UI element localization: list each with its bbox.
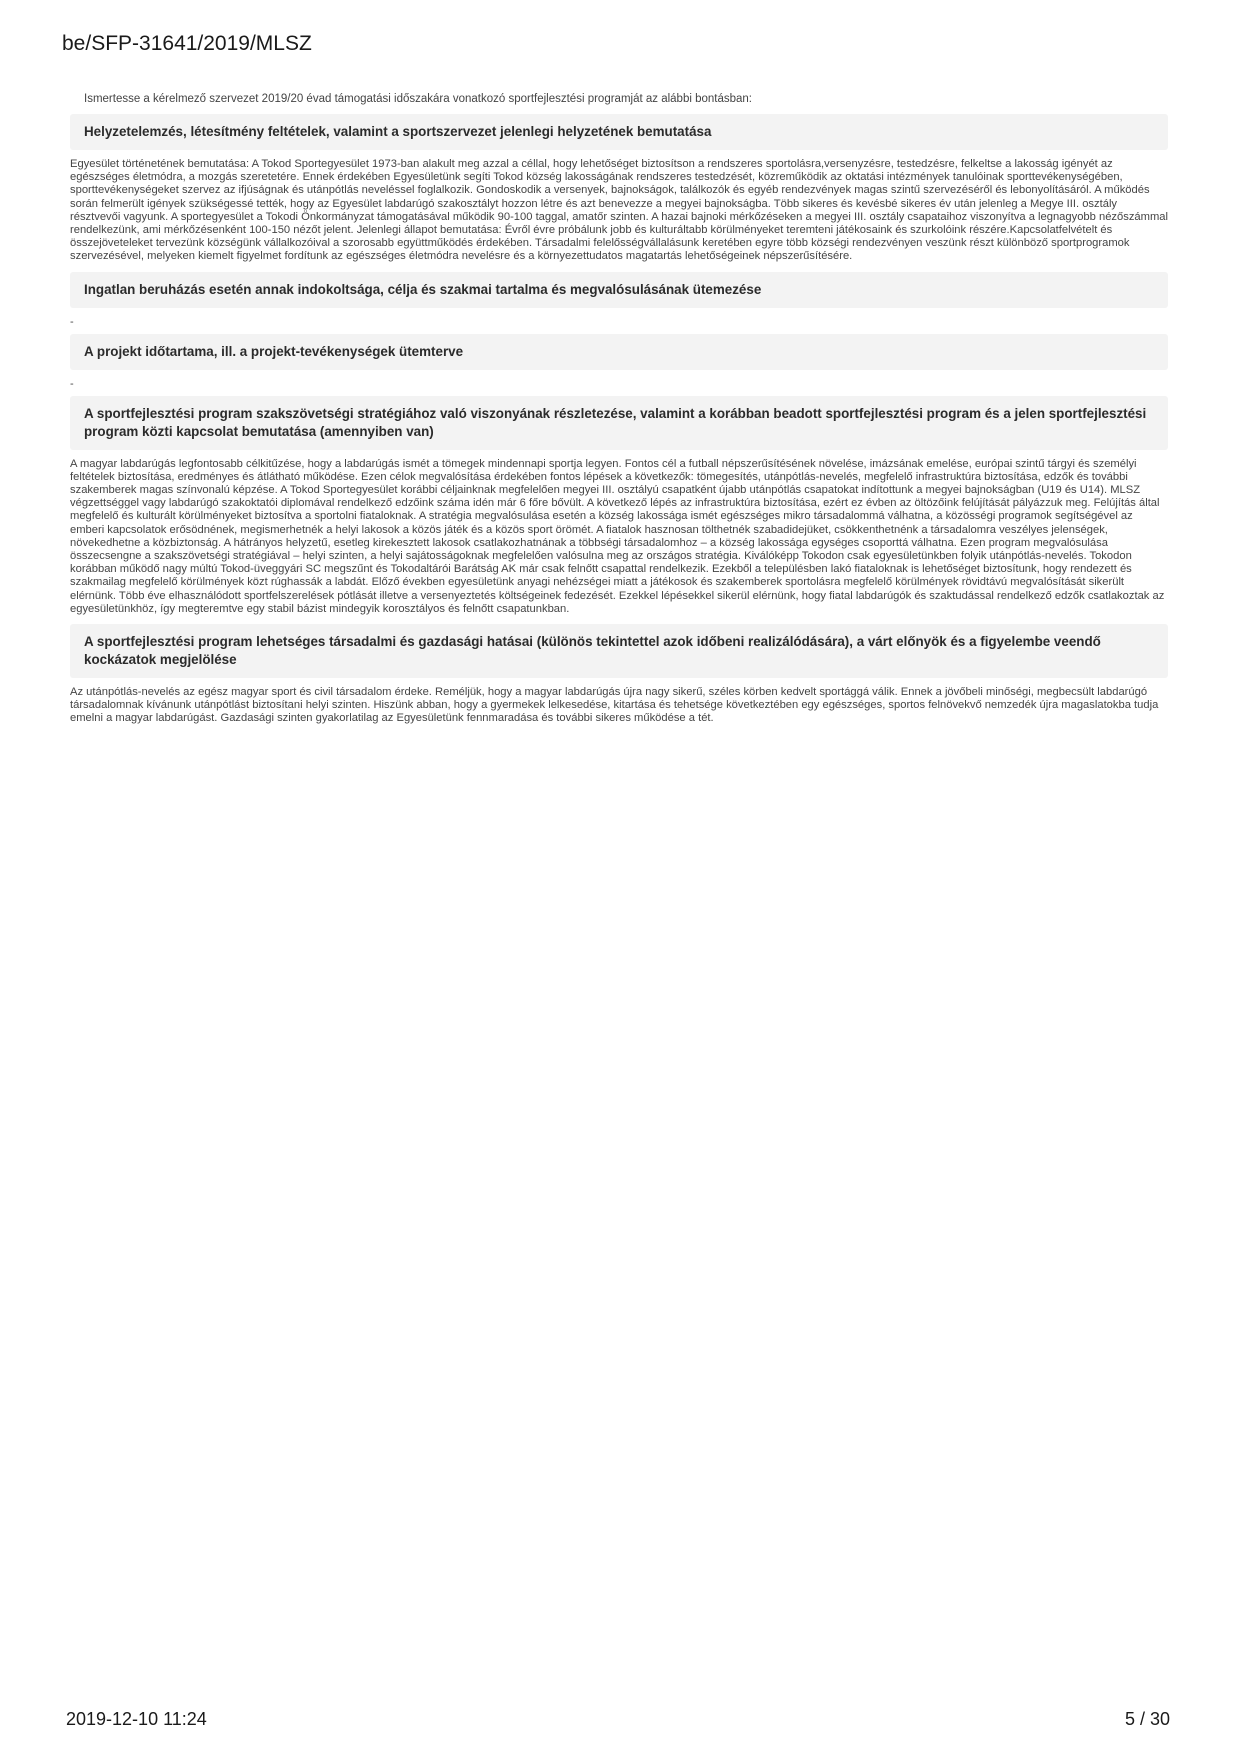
document-content [70, 92, 1168, 734]
section-body-strategy: A magyar labdarúgás legfontosabb célkitűzése, hogy a labdarúgás ismét a tömegek mindennapi sportja legyen. Fontos cél a futball népszerűsítésének növelése, imázsának emelése, európai szintű tárgyi és személyi feltételek biztosítása, eredményes és átlátható működése. Ezen célok megvalósítása érdekében fontos lépések a következők: tömegesítés, utánpótlás-nevelés, megfelelő infrastruktúra biztosítása, edzők és további szakemberek magas színvonalú képzése. A Tokod Sportegyesület korábbi céljainknak megfelelően megyei III. osztályú csapatként újabb utánpótlás csapatokat indítottunk a megyei bajnokságban (U19 és U14). MLSZ végzettséggel vagy labdarúgó szakoktatói diplomával rendelkező edzőink száma idén már 6 főre bővült. A következő lépés az infrastruktúra biztosítása, ezért ez évben az öltözőink felújítását pályázzuk meg. Felújítás által megfelelő és kulturált körülményeket biztosítva a sportolni fiataloknak. A stratégia megvalósulása esetén a község lakossága ismét egészséges mikro társadalommá válhatna, a közösségi programok segítségével az emberi kapcsolatok erősödnének, megismerhetnék a helyi lakosok a közös játék és a közös sport örömét. A fiatalok hasznosan tölthetnék szabadidejüket, csökkenthetnénk a társadalomra veszélyes jelenségek, növekedhetne a közbiztonság. A hátrányos helyzetű, esetleg kirekesztett lakosok csatlakozhatnának a többségi társadalomhoz – a község lakossága egységes csoporttá válhatna. Ezen program megvalósulása összecsengne a szakszövetségi stratégiával – helyi szinten, a helyi sajátosságoknak megfelelően valósulna meg az országos stratégia. Kiválóképp Tokodon csak egyesületünkben folyik utánpótlás-nevelés. Tokodon korábban működő nagy múltú Tokod-üveggyári SC megszűnt és Tokodaltárói Barátság AK már csak felnőtt csapattal rendelkezik. Ezekből a településben lakó fiataloknak is lehetőséget biztosítunk, hogy rendezett és szakmailag megfelelő körülmények közt rúghassák a labdát. Előző években egyesületünk anyagi nehézségei miatt a játékosok és szakemberek sportolásra megfelelő körülmények rövidtávú megvalósítását sikerült elérnünk. Több éve elhasználódott sportfelszerelések pótlását illetve a versenyeztetés költségeinek fedezését. Ezekkel lépésekkel sikerül elérnünk, hogy fiatal labdarúgók és szaktudással rendelkező edzők csatlakoztak az egyesületünkhöz, így megteremtve egy stabil bázist mindegyik korosztályos és felnőtt csapatunkban. [70, 457, 1165, 615]
section-body-real-estate: - [70, 315, 74, 328]
document-id: be/SFP-31641/2019/MLSZ [62, 32, 312, 55]
section-body-impacts: Az utánpótlás-nevelés az egész magyar sport és civil társadalom érdeke. Reméljük, hogy a magyar labdarúgás újra nagy sikerű, széles körben kedvelt sportággá válik. Ennek a jövőbeli minőségi, megbecsült labdarúgó társadalomnak kívánunk utánpótlást biztosítani helyi szinten. Hiszünk abban, hogy a gyermekek lelkesedése, kitartása és tehetsége következtében egy egészséges, sportos felnövekvő nemzedék újra magaslatokba tudja emelni a magyar labdarúgást. Gazdasági szinten gyakorlatilag az Egyesületünk fennmaradása és további sikeres működése a tét. [70, 686, 1159, 725]
section-title-project-schedule: A projekt időtartama, ill. a projekt-tevékenységek ütemterve [70, 334, 1168, 370]
section-title-situation: Helyzetelemzés, létesítmény feltételek, valamint a sportszervezet jelenlegi helyzetének bemutatása [70, 114, 1168, 150]
footer-datetime: 2019-12-10 11:24 [66, 1709, 207, 1729]
section-title-real-estate: Ingatlan beruházás esetén annak indokoltsága, célja és szakmai tartalma és megvalósulásának ütemezése [70, 272, 1168, 308]
section-body-situation: Egyesület történetének bemutatása: A Tokod Sportegyesület 1973-ban alakult meg azzal a céllal, hogy lehetőséget biztosítson a rendszeres sportolásra,versenyzésre, testedzésre, felkeltse a lakosság igényét az egészséges életmódra, a mozgás szeretetére. Ennek érdekében Egyesületünk segíti Tokod község lakosságának rendszeres testedzését, közreműködik az oktatási intézmények tanulóinak sporttevékenységében, sporttevékenységeket szervez az ifjúságnak és utánpótlás neveléssel foglalkozik. Gondoskodik a versenyek, bajnokságok, találkozók és egyéb rendezvények magas szintű szervezéséről és lebonyolításáról. A működés során felmerült igények szükségessé tették, hogy az Egyesület labdarúgó szakosztályt hozzon létre és azt benevezze a megyei bajnokságba. Több sikeres és kevésbé sikeres év után jelenleg a Megye III. osztály résztvevői vagyunk. A sportegyesület a Tokodi Önkormányzat támogatásával működik 90-100 taggal, amatőr szinten. A hazai bajnoki mérkőzéseken a megyei III. osztály csapataihoz viszonyítva a legnagyobb nézőszámmal rendelkezünk, ami mérkőzésenként 100-150 nézőt jelent. Jelenlegi állapot bemutatása: Évről évre próbálunk jobb és kulturáltabb körülményeket teremteni játékosaink és szurkolóink részére.Kapcsolatfelvételt és összejöveteleket tervezünk községünk vállalkozóival a szorosabb együttműködés érdekében. Társadalmi felelősségvállalásunk keretében egyre több községi rendezvényen veszünk részt különböző sportprogramok szervezésével, melyeken kiemelt figyelmet fordítunk az egészséges életmódra nevelésre és a környezettudatos magatartás lehetőségeinek népszerűsítésére. [70, 158, 1169, 263]
footer-page-number: 5 / 30 [1124, 1709, 1170, 1729]
section-title-impacts: A sportfejlesztési program lehetséges társadalmi és gazdasági hatásai (különös tekintettel azok időbeni realizálódására), a várt előnyök és a figyelembe veendő kockázatok megjelölése [70, 624, 1168, 678]
intro-text: Ismertesse a kérelmező szervezet 2019/20 évad támogatási időszakára vonatkozó sportfejlesztési programját az alábbi bontásban: [84, 93, 752, 105]
section-title-strategy: A sportfejlesztési program szakszövetségi stratégiához való viszonyának részletezése, valamint a korábban beadott sportfejlesztési program és a jelen sportfejlesztési program közti kapcsolat bemutatása (amennyiben van) [70, 396, 1168, 450]
section-body-project-schedule: - [70, 377, 74, 390]
